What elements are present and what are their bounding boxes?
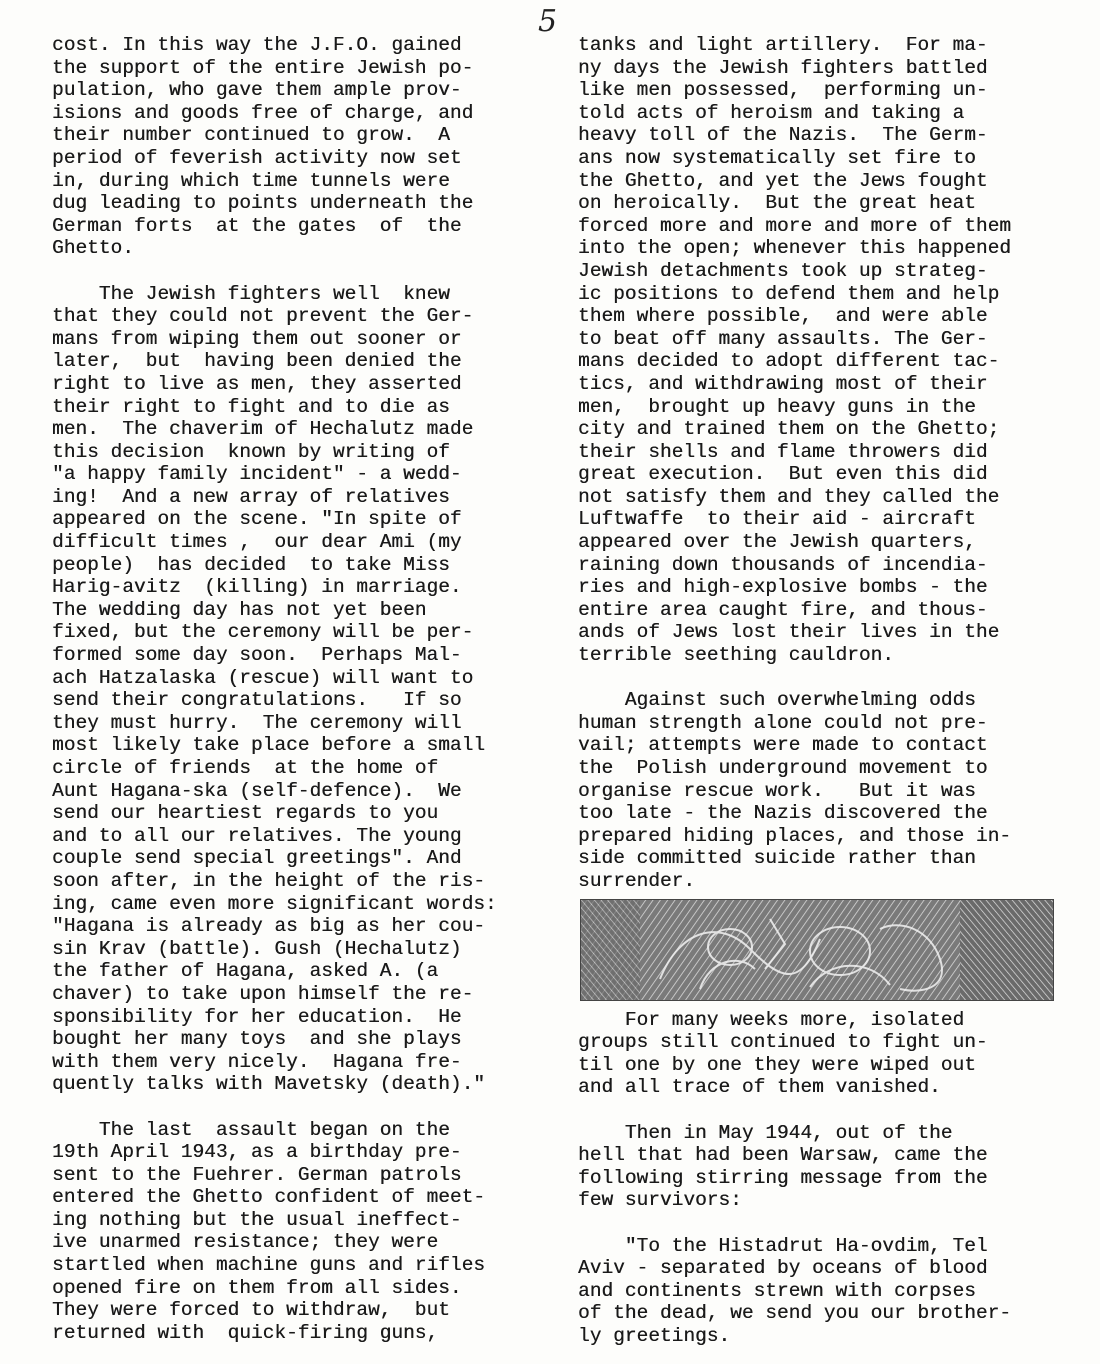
paragraph-gap: [578, 1212, 1058, 1235]
text-line: quently talks with Mavetsky (death).": [52, 1073, 485, 1096]
text-line: and all trace of them vanished.: [578, 1076, 941, 1099]
text-line: mans decided to adopt different tac-: [578, 350, 1000, 373]
text-line: into the open; whenever this happened: [578, 237, 1011, 260]
text-line: this decision known by writing of: [52, 440, 450, 463]
text-line: couple send special greetings". And: [52, 847, 462, 870]
text-line: ive unarmed resistance; they were: [52, 1231, 439, 1254]
text-line: bought her many toys and she plays: [52, 1028, 462, 1051]
text-line: appeared over the Jewish quarters,: [578, 531, 976, 554]
text-line: The Jewish fighters well knew: [52, 282, 450, 305]
text-line: the Polish underground movement to: [578, 757, 988, 779]
text-line: soon after, in the height of the ris-: [52, 869, 485, 892]
right-column: [578, 34, 1058, 1347]
text-line: Harig-avitz (killing) in marriage.: [52, 576, 462, 599]
text-line: ing nothing but the usual ineffect-: [52, 1208, 462, 1231]
text-line: chaver) to take upon himself the re-: [52, 982, 474, 1005]
text-line: entire area caught fire, and thous-: [578, 598, 988, 621]
text-line: most likely take place before a small: [52, 734, 485, 757]
text-line: isions and goods free of charge, and: [52, 101, 474, 124]
text-line: "Hagana is already as big as her cou-: [52, 915, 485, 938]
right-column-top-text: [578, 34, 1058, 893]
paragraph-gap: [578, 1099, 1058, 1122]
text-line: tics, and withdrawing most of their: [578, 372, 988, 395]
text-line: raining down thousands of incendia-: [578, 553, 988, 576]
text-line: circle of friends at the home of: [52, 757, 439, 779]
text-line: the father of Hagana, asked A. (a: [52, 960, 439, 983]
text-line: sin Krav (battle). Gush (Hechalutz): [52, 937, 462, 960]
text-line: few survivors:: [578, 1189, 742, 1212]
text-line: right to live as men, they asserted: [52, 372, 462, 395]
text-line: forced more and more and more of them: [578, 214, 1011, 237]
text-line: not satisfy them and they called the: [578, 485, 1000, 508]
text-line: "a happy family incident" - a wedd-: [52, 463, 462, 486]
text-line: formed some day soon. Perhaps Mal-: [52, 644, 462, 667]
text-line: entered the Ghetto confident of meet-: [52, 1186, 485, 1209]
text-line: For many weeks more, isolated: [578, 1008, 965, 1031]
text-line: like men possessed, performing un-: [578, 79, 988, 102]
text-line: them where possible, and were able: [578, 305, 988, 328]
text-line: that they could not prevent the Ger-: [52, 305, 474, 328]
text-line: til one by one they were wiped out: [578, 1053, 976, 1076]
text-line: people) has decided to take Miss: [52, 553, 450, 576]
text-line: Luftwaffe to their aid - aircraft: [578, 508, 976, 531]
right-column-bottom-text: [578, 1009, 1058, 1348]
text-line: their shells and flame throwers did: [578, 440, 988, 463]
text-line: Jewish detachments took up strateg-: [578, 259, 988, 282]
text-line: dug leading to points underneath the: [52, 192, 474, 215]
text-line: later, but having been denied the: [52, 350, 462, 373]
text-line: tanks and light artillery. For ma-: [578, 34, 988, 56]
text-line: vail; attempts were made to contact: [578, 734, 988, 757]
text-line: human strength alone could not pre-: [578, 711, 988, 734]
text-line: ic positions to defend them and help: [578, 282, 1000, 305]
left-column: [52, 34, 530, 1344]
page-number: 5: [538, 4, 558, 39]
text-line: terrible seething cauldron.: [578, 644, 894, 667]
text-line: of the dead, we send you our brother-: [578, 1302, 1011, 1325]
text-line: sent to the Fuehrer. German patrols: [52, 1163, 462, 1186]
text-line: surrender.: [578, 869, 696, 892]
text-line: ing, came even more significant words:: [52, 892, 497, 915]
text-line: Aviv - separated by oceans of blood: [578, 1257, 988, 1280]
paragraph-gap: [52, 260, 530, 283]
text-line: too late - the Nazis discovered the: [578, 802, 988, 825]
text-line: 19th April 1943, as a birthday pre-: [52, 1141, 462, 1164]
paragraph-gap: [578, 667, 1058, 690]
text-line: opened fire on them from all sides.: [52, 1276, 462, 1299]
text-line: following stirring message from the: [578, 1166, 988, 1189]
text-line: ly greetings.: [578, 1324, 731, 1347]
text-line: on heroically. But the great heat: [578, 192, 976, 215]
text-line: hell that had been Warsaw, came the: [578, 1144, 988, 1167]
text-line: told acts of heroism and taking a: [578, 101, 965, 124]
text-line: to beat off many assaults. The Ger-: [578, 327, 988, 350]
text-line: ny days the Jewish fighters battled: [578, 56, 988, 79]
text-line: the Ghetto, and yet the Jews fought: [578, 169, 988, 192]
halftone-illustration: [580, 899, 1054, 1001]
text-line: The wedding day has not yet been: [52, 598, 427, 621]
text-line: period of feverish activity now set: [52, 146, 462, 169]
text-line: and to all our relatives. The young: [52, 824, 462, 847]
text-line: great execution. But even this did: [578, 463, 988, 486]
text-line: Ghetto.: [52, 237, 134, 260]
text-line: German forts at the gates of the: [52, 214, 462, 237]
text-line: startled when machine guns and rifles: [52, 1254, 485, 1277]
text-line: "To the Histadrut Ha-ovdim, Tel: [578, 1234, 988, 1257]
text-line: ans now systematically set fire to: [578, 146, 976, 169]
text-line: Against such overwhelming odds: [578, 689, 976, 712]
text-line: city and trained them on the Ghetto;: [578, 418, 1000, 441]
text-line: Aunt Hagana-ska (self-defence). We: [52, 779, 462, 802]
text-line: ries and high-explosive bombs - the: [578, 576, 988, 599]
text-line: they must hurry. The ceremony will: [52, 711, 462, 734]
illustration-image: [580, 899, 1054, 1001]
text-line: their right to fight and to die as: [52, 395, 450, 418]
text-line: Then in May 1944, out of the: [578, 1121, 953, 1144]
text-line: The last assault began on the: [52, 1118, 450, 1141]
text-line: They were forced to withdraw, but: [52, 1299, 450, 1322]
text-line: and continents strewn with corpses: [578, 1279, 976, 1302]
text-line: their number continued to grow. A: [52, 124, 450, 147]
text-line: returned with quick-firing guns,: [52, 1321, 439, 1344]
text-line: the support of the entire Jewish po-: [52, 56, 474, 79]
text-line: difficult times , our dear Ami (my: [52, 531, 462, 554]
text-line: send our heartiest regards to you: [52, 802, 439, 825]
text-line: mans from wiping them out sooner or: [52, 327, 462, 350]
text-line: in, during which time tunnels were: [52, 169, 450, 192]
text-line: ands of Jews lost their lives in the: [578, 621, 1000, 644]
text-line: men. The chaverim of Hechalutz made: [52, 418, 474, 441]
text-line: prepared hiding places, and those in-: [578, 824, 1011, 847]
text-line: with them very nicely. Hagana fre-: [52, 1050, 462, 1073]
text-line: fixed, but the ceremony will be per-: [52, 621, 474, 644]
text-line: side committed suicide rather than: [578, 847, 976, 870]
text-line: send their congratulations. If so: [52, 689, 462, 712]
text-line: pulation, who gave them ample prov-: [52, 79, 462, 102]
text-line: men, brought up heavy guns in the: [578, 395, 976, 418]
text-line: organise rescue work. But it was: [578, 779, 976, 802]
text-line: ach Hatzalaska (rescue) will want to: [52, 666, 474, 689]
text-line: heavy toll of the Nazis. The Germ-: [578, 124, 988, 147]
text-line: sponsibility for her education. He: [52, 1005, 462, 1028]
paragraph-gap: [52, 1096, 530, 1119]
text-line: appeared on the scene. "In spite of: [52, 508, 462, 531]
text-line: cost. In this way the J.F.O. gained: [52, 34, 462, 56]
text-line: ing! And a new array of relatives: [52, 485, 450, 508]
text-line: groups still continued to fight un-: [578, 1031, 988, 1054]
